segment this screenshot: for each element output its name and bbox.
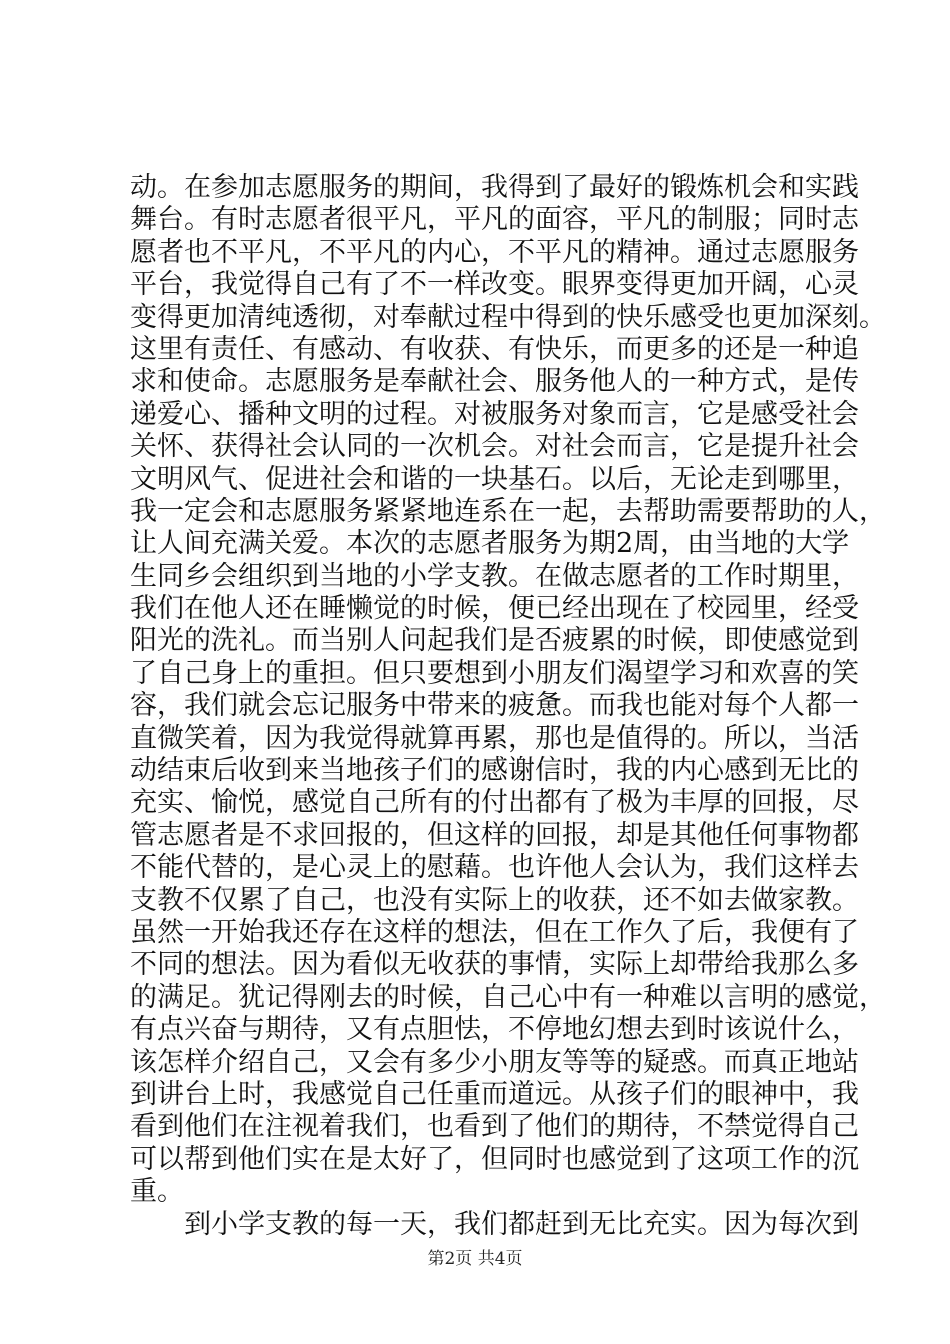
text-line: 求和使命。志愿服务是奉献社会、服务他人的一种方式，是传 [130, 366, 859, 398]
text-line: 我们在他人还在睡懒觉的时候，便已经出现在了校园里，经受 [130, 593, 859, 625]
page-number-label: 第2页 共4页 [427, 1249, 523, 1269]
text-line: 阳光的洗礼。而当别人问起我们是否疲累的时候，即使感觉到 [130, 625, 859, 657]
text-line: 动。在参加志愿服务的期间，我得到了最好的锻炼机会和实践 [130, 172, 859, 203]
text-line: 直微笑着，因为我觉得就算再累，那也是值得的。所以，当活 [130, 722, 859, 754]
text-line: 看到他们在注视着我们，也看到了他们的期待，不禁觉得自己 [130, 1111, 859, 1143]
text-line: 动结束后收到来当地孩子们的感谢信时，我的内心感到无比的 [130, 755, 859, 787]
page-footer [0, 1244, 950, 1269]
text-line: 不同的想法。因为看似无收获的事情，实际上却带给我那么多 [130, 949, 859, 981]
text-line: 让人间充满关爱。本次的志愿者服务为期2周，由当地的大学 [130, 528, 850, 560]
text-line: 可以帮到他们实在是太好了，但同时也感觉到了这项工作的沉 [130, 1143, 859, 1175]
text-line: 变得更加清纯透彻，对奉献过程中得到的快乐感受也更加深刻。 [130, 301, 886, 333]
text-line: 的满足。犹记得刚去的时候，自己心中有一种难以言明的感觉， [130, 981, 886, 1013]
text-line: 虽然一开始我还存在这样的想法，但在工作久了后，我便有了 [130, 916, 859, 948]
text-line: 充实、愉悦，感觉自己所有的付出都有了极为丰厚的回报，尽 [130, 787, 859, 819]
text-line: 生同乡会组织到当地的小学支教。在做志愿者的工作时期里， [130, 560, 859, 592]
text-line: 容，我们就会忘记服务中带来的疲惫。而我也能对每个人都一 [130, 690, 859, 722]
text-line: 支教不仅累了自己，也没有实际上的收获，还不如去做家教。 [130, 884, 859, 916]
text-line: 管志愿者是不求回报的，但这样的回报，却是其他任何事物都 [130, 819, 859, 851]
text-line: 该怎样介绍自己，又会有多少小朋友等等的疑惑。而真正地站 [130, 1046, 859, 1078]
text-line: 关怀、获得社会认同的一次机会。对社会而言，它是提升社会 [130, 431, 859, 463]
text-line: 平台，我觉得自己有了不一样改变。眼界变得更加开阔，心灵 [130, 269, 859, 301]
text-line: 到讲台上时，我感觉自己任重而道远。从孩子们的眼神中，我 [130, 1078, 859, 1110]
paragraph-start-line: 到小学支教的每一天，我们都赶到无比充实。因为每次到 [184, 1208, 859, 1240]
text-line: 了自己身上的重担。但只要想到小朋友们渴望学习和欢喜的笑 [130, 657, 859, 689]
text-line: 文明风气、促进社会和谐的一块基石。以后，无论走到哪里， [130, 463, 859, 495]
body-text [130, 172, 886, 1241]
text-line: 舞台。有时志愿者很平凡，平凡的面容，平凡的制服；同时志 [130, 204, 859, 236]
text-line: 不能代替的，是心灵上的慰藉。也许他人会认为，我们这样去 [130, 852, 859, 884]
text-line: 这里有责任、有感动、有收获、有快乐，而更多的还是一种追 [130, 333, 859, 365]
text-line: 递爱心、播种文明的过程。对被服务对象而言，它是感受社会 [130, 398, 859, 430]
text-line: 重。 [130, 1176, 184, 1208]
text-line: 愿者也不平凡，不平凡的内心，不平凡的精神。通过志愿服务 [130, 236, 859, 268]
text-line: 有点兴奋与期待，又有点胆怯，不停地幻想去到时该说什么， [130, 1014, 859, 1046]
text-line: 我一定会和志愿服务紧紧地连系在一起，去帮助需要帮助的人， [130, 495, 886, 527]
